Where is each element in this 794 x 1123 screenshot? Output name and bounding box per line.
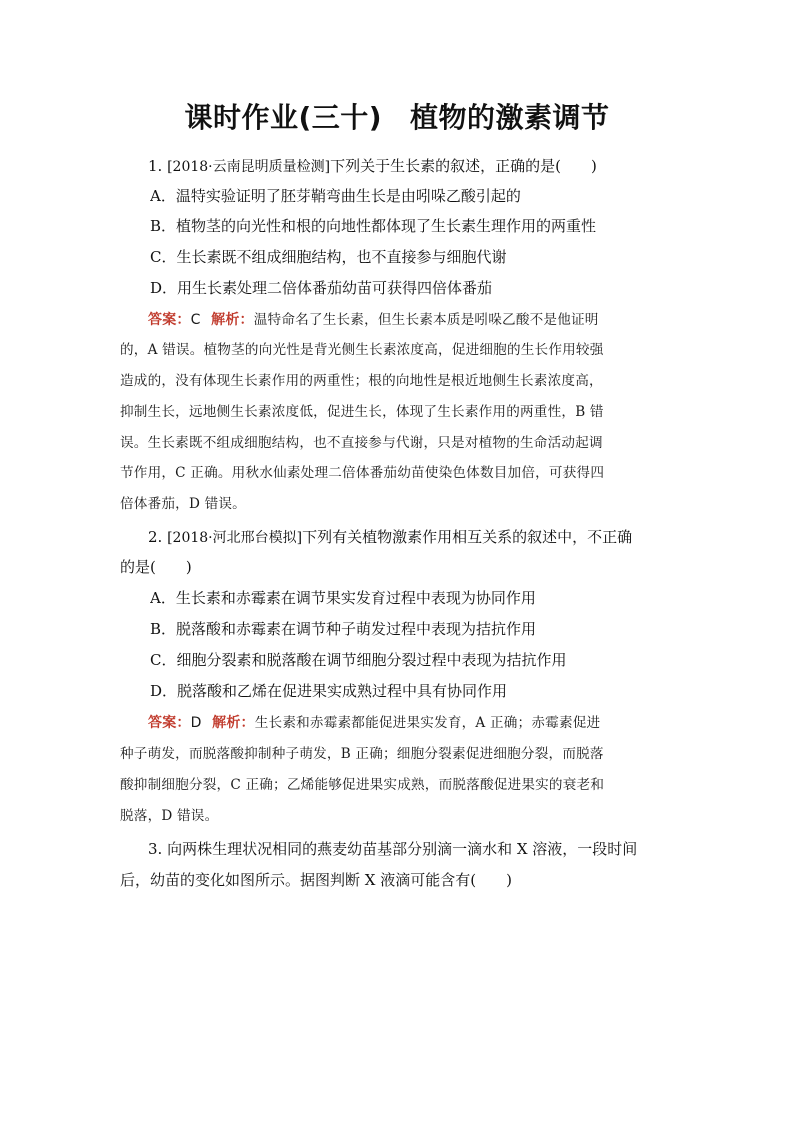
- question-number: 1.: [148, 157, 163, 175]
- analysis-label: 解析：: [211, 312, 254, 328]
- question-2-stem-continued: 的是( ): [120, 558, 192, 576]
- question-1-analysis-line: 抑制生长，远地侧生长素浓度低，促进生长，体现了生长素作用的两重性，B 错: [120, 404, 604, 420]
- question-2-option-b: B．脱落酸和赤霉素在调节种子萌发过程中表现为拮抗作用: [150, 620, 537, 638]
- question-source: [2018·云南昆明质量检测]: [167, 159, 331, 175]
- question-2-option-c: C．细胞分裂素和脱落酸在调节细胞分裂过程中表现为拮抗作用: [150, 651, 567, 669]
- question-1-option-c: C．生长素既不组成细胞结构，也不直接参与细胞代谢: [150, 248, 507, 266]
- question-stem-text: 向两株生理状况相同的燕麦幼苗基部分别滴一滴水和 X 溶液，一段时间: [167, 840, 638, 858]
- question-1-analysis-line: 倍体番茄，D 错误。: [120, 496, 246, 512]
- question-1-option-a: A．温特实验证明了胚芽鞘弯曲生长是由吲哚乙酸引起的: [150, 187, 521, 205]
- question-2-option-a: A．生长素和赤霉素在调节果实发育过程中表现为协同作用: [150, 589, 536, 607]
- question-number: 3.: [148, 840, 163, 858]
- question-2-answer: [148, 713, 704, 733]
- question-1-analysis-line: 的，A 错误。植物茎的向光性是背光侧生长素浓度高，促进细胞的生长作用较强: [120, 342, 604, 358]
- page-title: [0, 96, 794, 136]
- answer-label: 答案：: [148, 715, 191, 731]
- question-1-option-d: D．用生长素处理二倍体番茄幼苗可获得四倍体番茄: [150, 279, 493, 297]
- question-source: [2018·河北邢台模拟]: [167, 530, 303, 546]
- question-2-option-d: D．脱落酸和乙烯在促进果实成熟过程中具有协同作用: [150, 682, 508, 700]
- question-1-stem: [148, 156, 704, 177]
- answer-key: C: [190, 312, 201, 328]
- analysis-text: 温特命名了生长素，但生长素本质是吲哚乙酸不是他证明: [253, 312, 599, 328]
- question-1-analysis-line: 造成的，没有体现生长素作用的两重性；根的向地性是根近地侧生长素浓度高，: [120, 373, 603, 389]
- answer-key: D: [190, 715, 202, 731]
- question-3-stem-continued: 后，幼苗的变化如图所示。据图判断 X 液滴可能含有( ): [120, 871, 512, 889]
- question-2-analysis-line: 种子萌发，而脱落酸抑制种子萌发，B 正确；细胞分裂素促进细胞分裂，而脱落: [120, 746, 604, 762]
- question-2-stem: [148, 527, 704, 548]
- question-stem-text: 下列有关植物激素作用相互关系的叙述中，不正确: [302, 528, 633, 546]
- question-number: 2.: [148, 528, 163, 546]
- question-3-stem: [148, 839, 704, 859]
- question-1-analysis-line: 节作用，C 正确。用秋水仙素处理二倍体番茄幼苗使染色体数目加倍，可获得四: [120, 465, 605, 481]
- question-1-option-b: B．植物茎的向光性和根的向地性都体现了生长素生理作用的两重性: [150, 217, 597, 235]
- question-2-analysis-line: 脱落，D 错误。: [120, 808, 219, 824]
- title-sub: 植物的激素调节: [410, 101, 610, 134]
- title-main: 课时作业(三十): [184, 101, 383, 134]
- analysis-text: 生长素和赤霉素都能促进果实发育，A 正确；赤霉素促进: [254, 715, 601, 731]
- question-1-answer: [148, 310, 704, 330]
- answer-label: 答案：: [148, 312, 191, 328]
- question-stem-text: 下列关于生长素的叙述，正确的是( ): [330, 157, 597, 175]
- analysis-label: 解析：: [212, 715, 255, 731]
- question-2-analysis-line: 酸抑制细胞分裂，C 正确；乙烯能够促进果实成熟，而脱落酸促进果实的衰老和: [120, 777, 605, 793]
- question-1-analysis-line: 误。生长素既不组成细胞结构，也不直接参与代谢，只是对植物的生命活动起调: [120, 435, 603, 451]
